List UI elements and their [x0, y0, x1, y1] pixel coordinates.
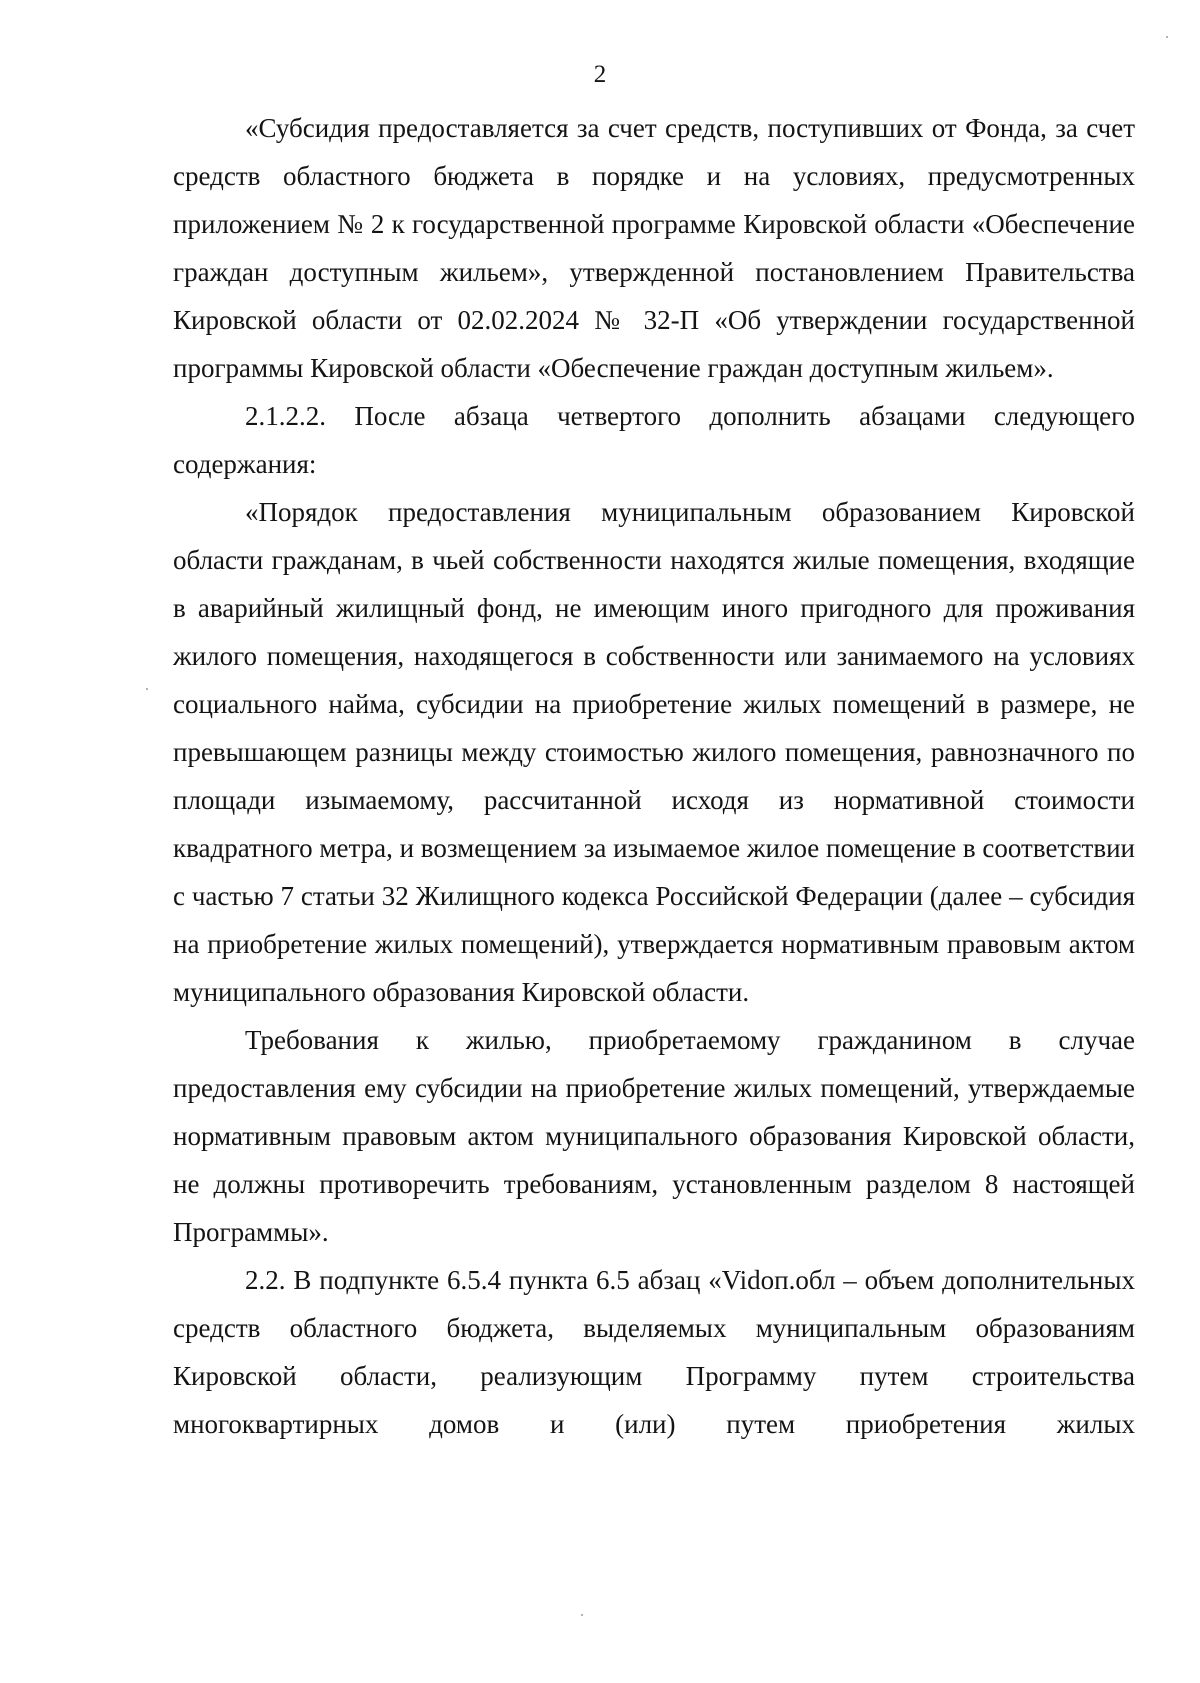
paragraph-amendment-2-2: 2.2. В подпункте 6.5.4 пункта 6.5 абзац «Vidоп.обл – объем дополнительных средств областного бюджета, выделяемых муниципальным образованиям Кировской области, реализующим Программу путем строительства многоквартирных домов и (или) путем приобретения жилых [173, 1265, 1135, 1439]
paragraph-amendment-2-1-2-2: 2.1.2.2. После абзаца четвертого дополнить абзацами следующего содержания: [173, 401, 1135, 479]
scan-speck [1166, 36, 1168, 38]
scan-speck [146, 688, 148, 690]
paragraph-housing-requirements: Требования к жилью, приобретаемому гражданином в случае предоставления ему субсидии на приобретение жилых помещений, утверждаемые нормативным правовым актом муниципального образования Кировской области, не должны противоречить требованиям, установленным разделом 8 настоящей Программы». [173, 1025, 1135, 1247]
scan-speck [581, 1614, 583, 1616]
page-number: 2 [593, 61, 607, 88]
paragraph-subsidy-source: «Субсидия предоставляется за счет средств, поступивших от Фонда, за счет средств областного бюджета в порядке и на условиях, предусмотренных приложением № 2 к государственной программе Кировской области «Обеспечение граждан доступным жильем», утвержденной постановлением Правительства Кировской области от 02.02.2024 № 32-П «Об утверждении государственной программы Кировской области «Обеспечение граждан доступным жильем». [173, 113, 1135, 383]
document-body [173, 104, 1135, 1448]
paragraph-subsidy-procedure: «Порядок предоставления муниципальным образованием Кировской области гражданам, в чьей собственности находятся жилые помещения, входящие в аварийный жилищный фонд, не имеющим иного пригодного для проживания жилого помещения, находящегося в собственности или занимаемого на условиях социального найма, субсидии на приобретение жилых помещений в размере, не превышающем разницы между стоимостью жилого помещения, равнозначного по площади изымаемому, рассчитанной исходя из нормативной стоимости квадратного метра, и возмещением за изымаемое жилое помещение в соответствии с частью 7 статьи 32 Жилищного кодекса Российской Федерации (далее – субсидия на приобретение жилых помещений), утверждается нормативным правовым актом муниципального образования Кировской области. [173, 497, 1135, 1007]
